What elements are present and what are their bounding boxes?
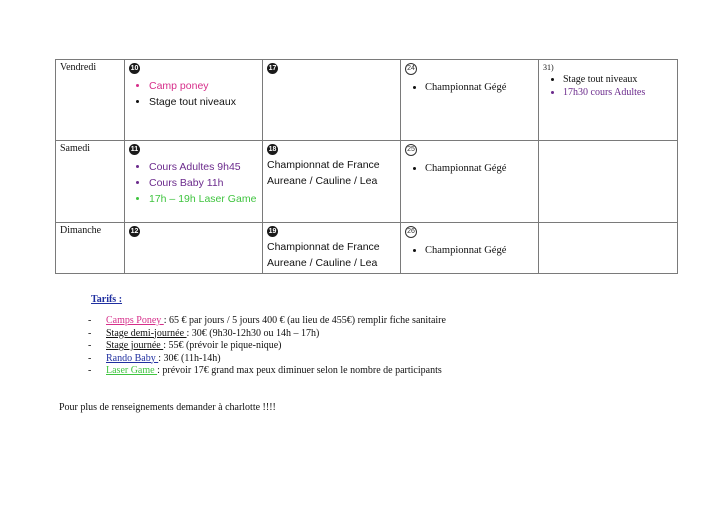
event-item: • 17h30 cours Adultes xyxy=(563,86,673,99)
tarif-item: - Stage demi-journée : 30€ (9h30-12h30 ou 14h – 17h) xyxy=(88,327,320,339)
event-item: • 17h – 19h Laser Game xyxy=(149,191,258,207)
event-item: • Championnat Gégé xyxy=(425,81,534,95)
row-vendredi xyxy=(56,60,678,141)
row-dimanche xyxy=(56,223,678,274)
cell-17 xyxy=(263,60,401,141)
tarif-item: - Laser Game : prévoir 17€ grand max peux diminuer selon le nombre de participants xyxy=(88,365,442,376)
day-label: Dimanche xyxy=(56,223,125,274)
event-text: Championnat de France Aureane / Cauline / Lea xyxy=(267,241,380,269)
footer-note: Pour plus de renseignements demander à charlotte !!!! xyxy=(59,402,276,413)
tarif-detail: : 55€ (prévoir le pique-nique) xyxy=(163,340,282,351)
cell-19 xyxy=(263,223,401,274)
tarif-label: Laser Game xyxy=(106,365,158,376)
cell-empty xyxy=(539,223,678,274)
tarifs-list xyxy=(88,315,446,378)
row-samedi xyxy=(56,141,678,223)
date-number: 26 xyxy=(405,226,417,238)
cell-18 xyxy=(263,141,401,223)
event-item: • Championnat Gégé xyxy=(425,244,534,258)
cell-25 xyxy=(401,141,539,223)
date-number: 18 xyxy=(268,146,277,153)
event-item: • Cours Baby 11h xyxy=(149,175,258,191)
cell-24 xyxy=(401,60,539,141)
tarif-label: Rando Baby xyxy=(106,352,159,364)
tarif-detail: : 65 € par jours / 5 jours 400 € (au lieu de 455€) remplir fiche sanitaire xyxy=(163,315,446,326)
tarif-detail: : 30€ (9h30-12h30 ou 14h – 17h) xyxy=(186,327,320,339)
event-text: Championnat de France Aureane / Cauline / Lea xyxy=(267,159,380,187)
cell-12 xyxy=(125,223,263,274)
tarif-label: Stage demi-journée xyxy=(106,327,187,339)
tarif-label: Camps Poney xyxy=(106,315,164,326)
day-label: Samedi xyxy=(56,141,125,223)
event-item: • Championnat Gégé xyxy=(425,162,534,176)
date-number: 24 xyxy=(405,63,417,75)
cell-11 xyxy=(125,141,263,223)
event-item: • Cours Adultes 9h45 xyxy=(149,159,258,175)
event-item: • Camp poney xyxy=(149,78,258,94)
cell-empty xyxy=(539,141,678,223)
tarif-label: Stage journée xyxy=(106,340,164,351)
event-item: • Stage tout niveaux xyxy=(149,94,258,110)
day-label: Vendredi xyxy=(56,60,125,141)
tarif-detail: : 30€ (11h-14h) xyxy=(158,352,221,364)
tarif-item: - Camps Poney : 65 € par jours / 5 jours 400 € (au lieu de 455€) remplir fiche sanitaire xyxy=(88,315,446,326)
event-item: • Stage tout niveaux xyxy=(563,73,673,86)
date-number: 12 xyxy=(130,228,139,235)
date-number: 31) xyxy=(543,63,554,72)
tarif-detail: : prévoir 17€ grand max peux diminuer selon le nombre de participants xyxy=(157,365,442,376)
tarifs-title: Tarifs : xyxy=(91,294,123,305)
cell-10 xyxy=(125,60,263,141)
tarif-item: - Rando Baby : 30€ (11h-14h) xyxy=(88,352,221,364)
cell-31 xyxy=(539,60,678,141)
calendar-table xyxy=(55,59,678,274)
date-number: 19 xyxy=(268,228,277,235)
cell-26 xyxy=(401,223,539,274)
date-number: 25 xyxy=(405,144,417,156)
date-number: 17 xyxy=(268,65,277,72)
tarif-item: - Stage journée : 55€ (prévoir le pique-nique) xyxy=(88,340,282,351)
date-number: 10 xyxy=(130,65,139,72)
date-number: 11 xyxy=(130,146,139,153)
